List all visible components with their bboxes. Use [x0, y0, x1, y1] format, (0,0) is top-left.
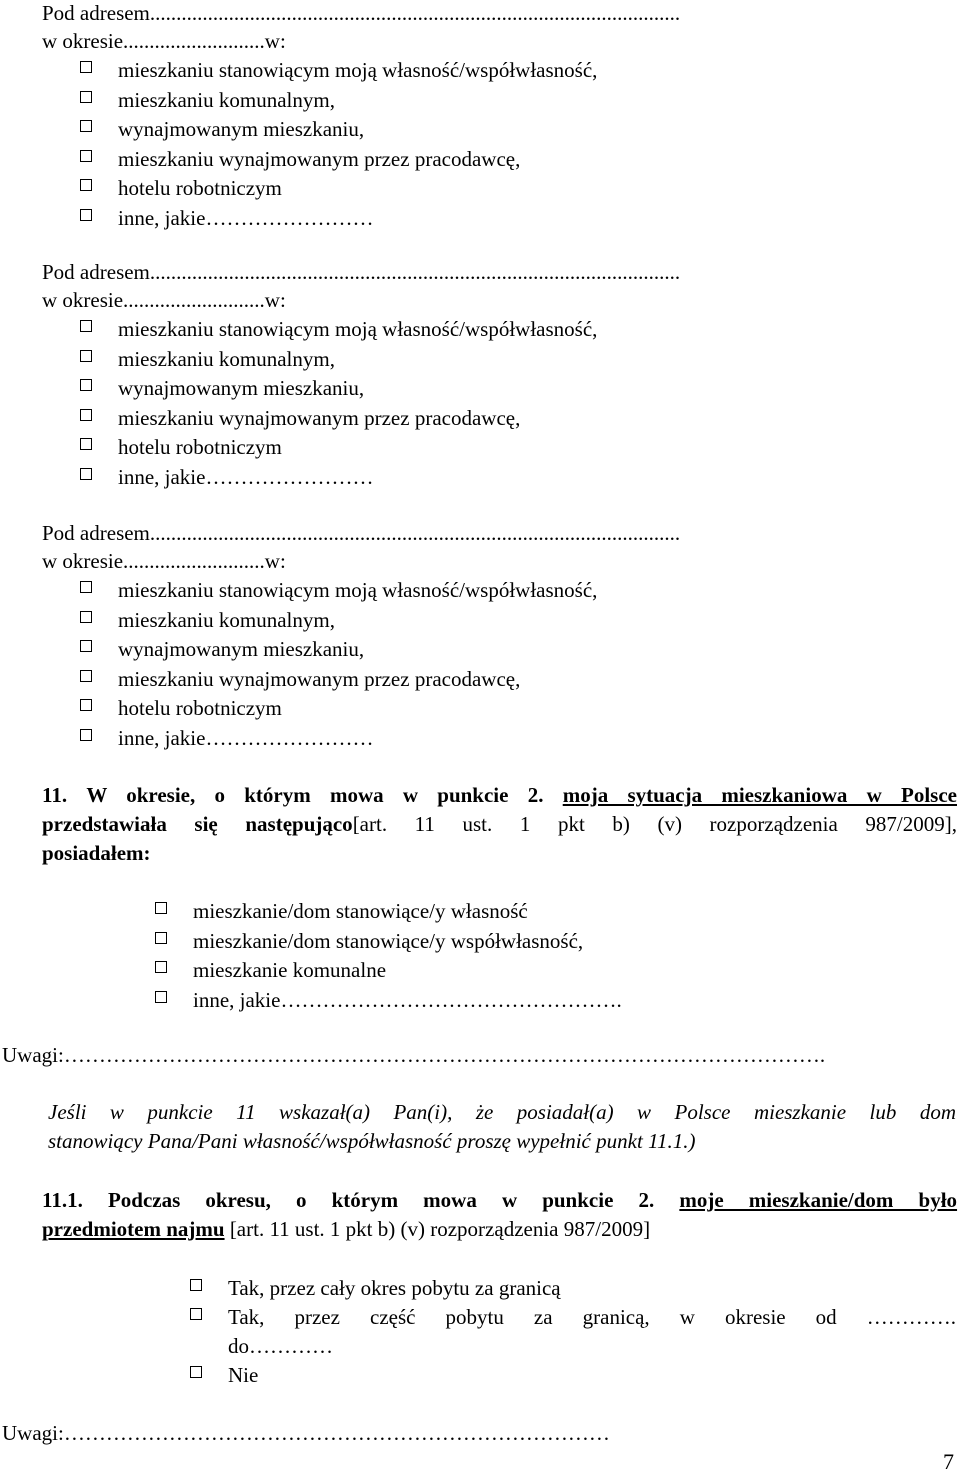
- checkbox[interactable]: [80, 611, 92, 623]
- address-line: Pod adresem.....................................................................................................: [42, 260, 681, 284]
- checkbox[interactable]: [80, 468, 92, 480]
- question-text-bold: posiadałem:: [42, 841, 151, 865]
- address-line: Pod adresem.....................................................................................................: [42, 1, 681, 25]
- period-line: w okresie...........................w:: [42, 549, 286, 573]
- page-number: 7: [943, 1449, 954, 1474]
- checkbox-label: mieszkaniu wynajmowanym przez pracodawcę,: [118, 666, 521, 691]
- question-number: 11.: [42, 783, 68, 807]
- question-text-bold: W okresie, o którym mowa w punkcie 2.: [86, 783, 544, 807]
- checkbox-label: Tak, przez cały okres pobytu za granicą: [228, 1276, 561, 1300]
- checkbox-label: wynajmowanym mieszkaniu,: [118, 117, 365, 141]
- checkbox[interactable]: [155, 902, 167, 914]
- checkbox[interactable]: [80, 729, 92, 741]
- checkbox[interactable]: [80, 209, 92, 221]
- checkbox[interactable]: [80, 438, 92, 450]
- checkbox[interactable]: [155, 961, 167, 973]
- question-11-1-line-2: [42, 1215, 650, 1243]
- checkbox-label: do…………: [228, 1334, 333, 1358]
- checkbox-label: mieszkanie/dom stanowiące/y własność: [193, 899, 528, 923]
- checkbox[interactable]: [80, 699, 92, 711]
- note-line: stanowiący Pana/Pani własność/współwłasność proszę wypełnić punkt 11.1.): [48, 1129, 696, 1153]
- checkbox-label: mieszkanie komunalne: [193, 958, 387, 982]
- checkbox[interactable]: [80, 179, 92, 191]
- question-text-underlined: przedmiotem najmu: [42, 1217, 225, 1241]
- checkbox-label: hotelu robotniczym: [118, 696, 282, 720]
- remarks-line: Uwagi:……………………………………………………………………: [2, 1421, 610, 1445]
- checkbox-label: mieszkaniu komunalnym,: [118, 607, 335, 632]
- checkbox[interactable]: [80, 150, 92, 162]
- checkbox-label: mieszkaniu stanowiącym moją własność/współwłasność,: [118, 58, 598, 82]
- period-line: w okresie...........................w:: [42, 29, 286, 53]
- period-line: w okresie...........................w:: [42, 288, 286, 312]
- checkbox-label: Tak, przez część pobytu za granicą, w okresie od ………….: [228, 1305, 956, 1329]
- question-text-bold: Podczas okresu, o którym mowa w punkcie 2.: [107, 1188, 655, 1212]
- checkbox[interactable]: [80, 120, 92, 132]
- note-line: Jeśli w punkcie 11 wskazał(a) Pan(i), że posiadał(a) w Polsce mieszkanie lub dom: [48, 1100, 956, 1124]
- checkbox[interactable]: [80, 640, 92, 652]
- checkbox-label: inne, jakie……………………: [118, 725, 374, 750]
- checkbox-label: inne, jakie………………………………………….: [193, 987, 622, 1012]
- checkbox-label: mieszkaniu wynajmowanym przez pracodawcę,: [118, 405, 521, 430]
- checkbox[interactable]: [80, 61, 92, 73]
- legal-reference: [art. 11 ust. 1 pkt b) (v) rozporządzenia 987/2009],: [352, 812, 957, 836]
- question-text-bold: przedstawiała się następująco: [42, 812, 353, 836]
- checkbox[interactable]: [155, 991, 167, 1003]
- checkbox-label: hotelu robotniczym: [118, 435, 282, 459]
- checkbox[interactable]: [80, 670, 92, 682]
- question-11-line-2: [42, 810, 957, 838]
- checkbox[interactable]: [155, 932, 167, 944]
- checkbox-label: hotelu robotniczym: [118, 176, 282, 200]
- checkbox[interactable]: [80, 409, 92, 421]
- question-11-1-line-1: [42, 1186, 957, 1214]
- checkbox[interactable]: [80, 581, 92, 593]
- checkbox-label: mieszkaniu wynajmowanym przez pracodawcę,: [118, 146, 521, 171]
- checkbox-label: mieszkaniu komunalnym,: [118, 346, 335, 371]
- checkbox-label: mieszkaniu komunalnym,: [118, 87, 335, 112]
- remarks-line: Uwagi:……………………………………………………………………………………………….: [2, 1043, 826, 1067]
- checkbox[interactable]: [80, 379, 92, 391]
- checkbox-label: inne, jakie……………………: [118, 205, 374, 230]
- checkbox[interactable]: [80, 350, 92, 362]
- checkbox-label: mieszkanie/dom stanowiące/y współwłasność,: [193, 928, 584, 953]
- question-11-line-1: [42, 781, 957, 809]
- checkbox[interactable]: [80, 91, 92, 103]
- checkbox-label: mieszkaniu stanowiącym moją własność/współwłasność,: [118, 578, 598, 602]
- question-text-underlined: moje mieszkanie/dom było: [679, 1188, 958, 1212]
- address-line: Pod adresem.....................................................................................................: [42, 521, 681, 545]
- checkbox-label: inne, jakie……………………: [118, 464, 374, 489]
- checkbox[interactable]: [190, 1366, 202, 1378]
- question-number: 11.1.: [42, 1188, 83, 1212]
- checkbox-label: wynajmowanym mieszkaniu,: [118, 637, 365, 661]
- question-text-underlined: moja sytuacja mieszkaniowa w Polsce: [562, 783, 957, 807]
- checkbox-label: Nie: [228, 1363, 259, 1387]
- legal-reference: [art. 11 ust. 1 pkt b) (v) rozporządzenia 987/2009]: [229, 1217, 651, 1241]
- checkbox[interactable]: [190, 1308, 202, 1320]
- checkbox-label: wynajmowanym mieszkaniu,: [118, 376, 365, 400]
- checkbox[interactable]: [190, 1279, 202, 1291]
- checkbox-label: mieszkaniu stanowiącym moją własność/współwłasność,: [118, 317, 598, 341]
- checkbox[interactable]: [80, 320, 92, 332]
